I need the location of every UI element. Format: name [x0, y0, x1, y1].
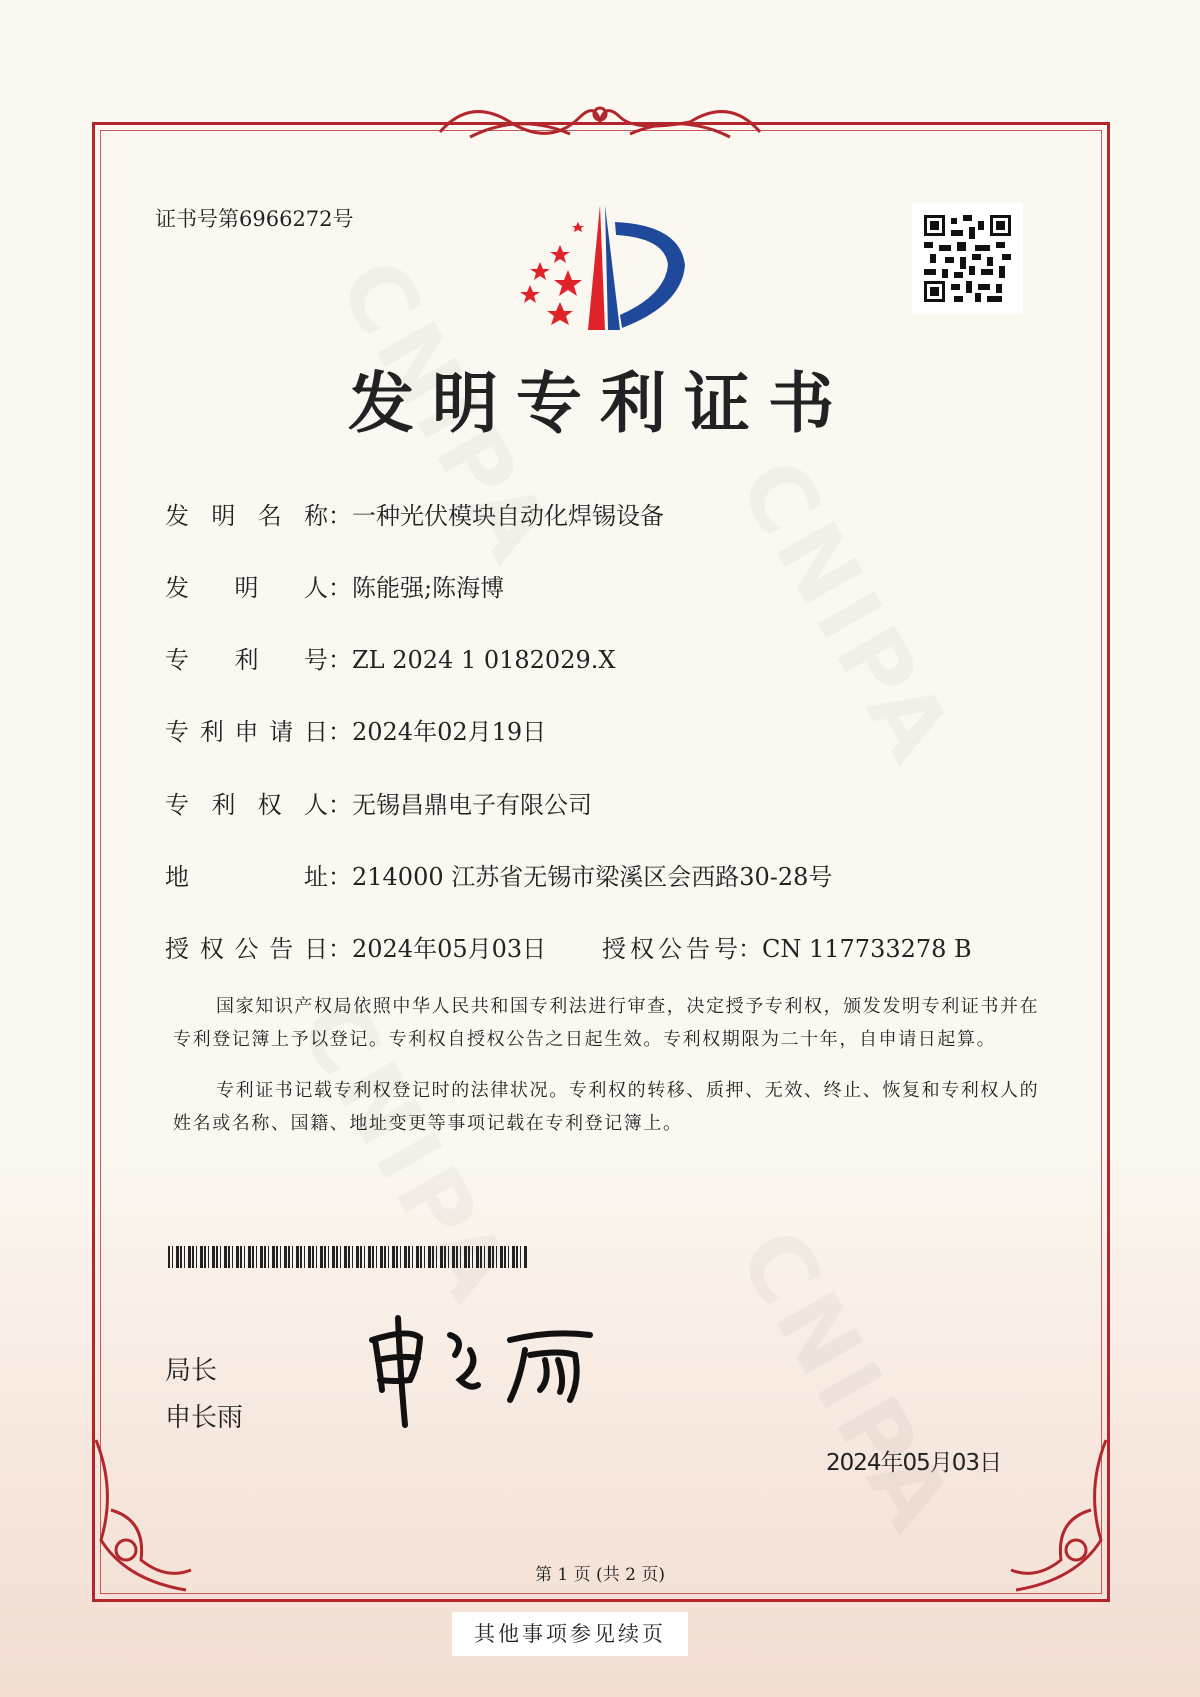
- field-value: 陈能强;陈海博: [352, 574, 505, 602]
- field-value: ZL 2024 1 0182029.X: [352, 646, 616, 674]
- barcode: [168, 1246, 528, 1268]
- field-value: 214000 江苏省无锡市梁溪区会西路30-28号: [352, 863, 833, 891]
- statement-paragraph: 专利证书记载专利权登记时的法律状况。专利权的转移、质押、无效、终止、恢复和专利权人的姓名或名称、国籍、地址变更等事项记载在专利登记簿上。: [173, 1080, 1040, 1134]
- statement-paragraph: 国家知识产权局依照中华人民共和国专利法进行审查，决定授予专利权，颁发发明专利证书并在专利登记簿上予以登记。专利权自授权公告之日起生效。专利权期限为二十年，自申请日起算。: [173, 996, 1040, 1050]
- colon: ：: [328, 935, 352, 963]
- cnipa-logo-icon: [510, 200, 700, 340]
- field-grant-date: [165, 929, 546, 964]
- certificate-number: 证书号第6966272号: [155, 207, 354, 231]
- field-value: 一种光伏模块自动化焊锡设备: [352, 502, 664, 530]
- legal-statement: [173, 990, 1055, 1158]
- field-address: [165, 857, 832, 892]
- field-label: 授权公告号: [602, 935, 738, 963]
- field-value: 无锡昌鼎电子有限公司: [352, 791, 592, 819]
- field-invention-name: [165, 496, 664, 531]
- field-label: 发明名称: [165, 502, 328, 530]
- colon: ：: [738, 935, 762, 963]
- page-indicator: 第 1 页 (共 2 页): [535, 1565, 665, 1585]
- field-value: CN 117733278 B: [762, 935, 972, 963]
- top-ornament-icon: [430, 92, 770, 152]
- field-application-date: [165, 712, 546, 747]
- issue-date: 2024年05月03日: [826, 1450, 1002, 1476]
- colon: ：: [328, 502, 352, 530]
- field-value: 2024年02月19日: [352, 718, 547, 746]
- page-title: 发明专利证书: [348, 365, 852, 442]
- colon: ：: [328, 574, 352, 602]
- field-label: 地址: [165, 863, 328, 891]
- field-value: 2024年05月03日: [352, 935, 547, 963]
- field-label: 授权公告日: [165, 935, 328, 963]
- signatory-name: 申长雨: [165, 1403, 244, 1433]
- field-label: 专利申请日: [165, 718, 328, 746]
- field-label: 专利号: [165, 646, 328, 674]
- handwritten-signature: [360, 1310, 620, 1430]
- qr-code: [912, 203, 1023, 314]
- signatory-title: 局长: [165, 1356, 218, 1386]
- field-label: 发明人: [165, 574, 328, 602]
- continued-note: 其他事项参见续页: [452, 1612, 688, 1656]
- colon: ：: [328, 791, 352, 819]
- field-patent-number: [165, 640, 615, 675]
- field-inventor: [165, 568, 504, 603]
- field-label: 专利权人: [165, 791, 328, 819]
- field-grant-number: [602, 929, 972, 964]
- colon: ：: [328, 646, 352, 674]
- field-patentee: [165, 785, 592, 820]
- colon: ：: [328, 863, 352, 891]
- qr-code-icon: [924, 215, 1011, 302]
- colon: ：: [328, 718, 352, 746]
